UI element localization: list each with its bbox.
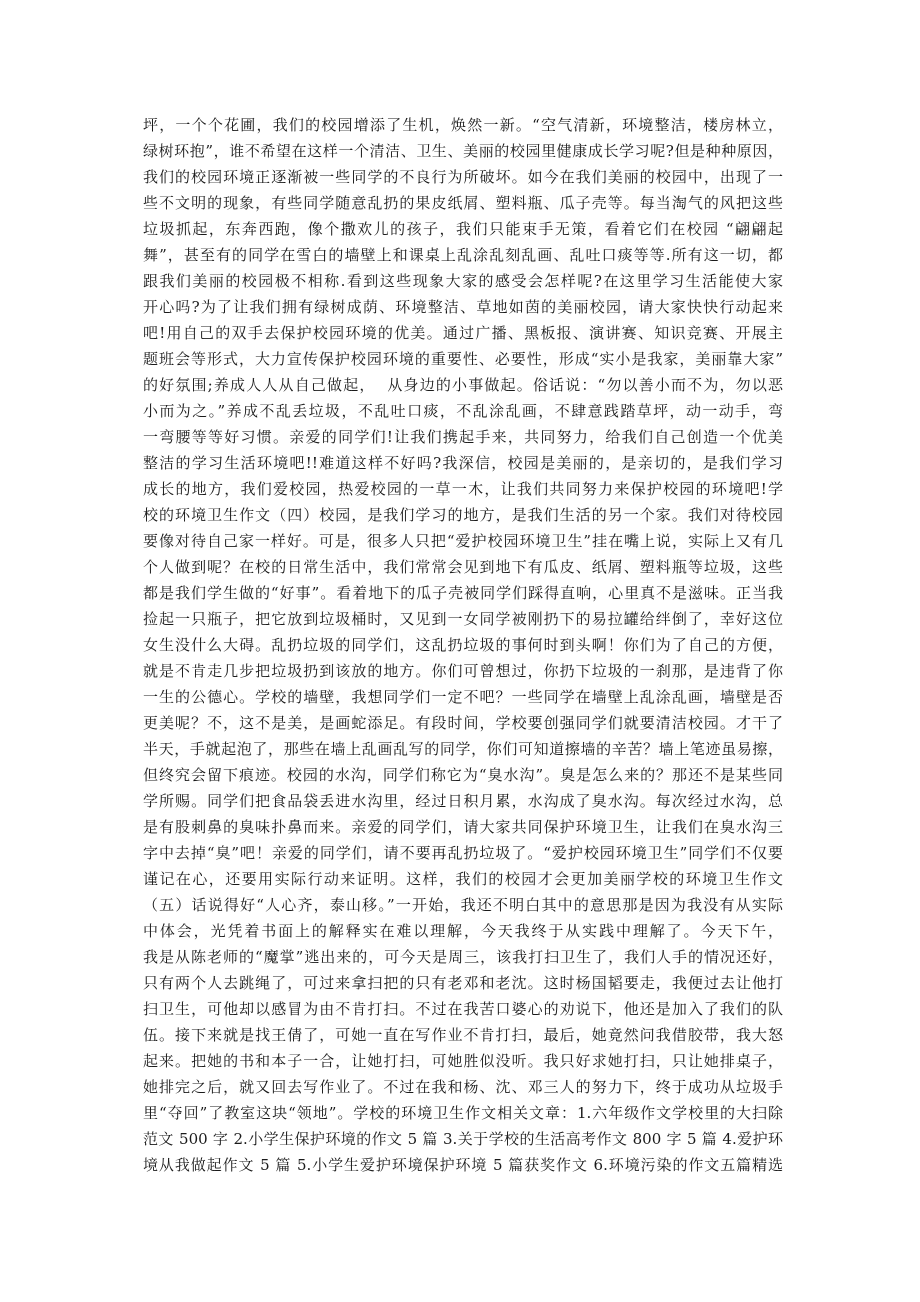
text-line: 整洁的学习生活环境吧!!难道这样不好吗?我深信，校园是美丽的，是亲切的，是我们学习 — [143, 454, 783, 472]
text-line: 要像对待自己家一样好。可是，很多人只把“爱护校园环境卫生”挂在嘴上说，实际上又有几 — [143, 532, 783, 550]
text-line: 些不文明的现象，有些同学随意乱扔的果皮纸屑、塑料瓶、瓜子壳等。每当淘气的风把这些 — [143, 194, 783, 212]
text-line: 女生没什么大碍。乱扔垃圾的同学们，这乱扔垃圾的事何时到头啊！你们为了自己的方便， — [143, 636, 783, 654]
text-line: 一生的公德心。学校的墙壁，我想同学们一定不吧？一些同学在墙壁上乱涂乱画，墙壁是否 — [143, 688, 783, 706]
text-line: 个人做到呢？在校的日常生活中，我们常常会见到地下有瓜皮、纸屑、塑料瓶等垃圾，这些 — [143, 558, 783, 576]
text-line: 捡起一只瓶子，把它放到垃圾桶时，又见到一女同学被刚扔下的易拉罐给绊倒了，幸好这位 — [143, 610, 783, 628]
text-line: 谨记在心，还要用实际行动来证明。这样，我们的校园才会更加美丽学校的环境卫生作文 — [143, 870, 783, 888]
text-line: 都是我们学生做的“好事”。看着地下的瓜子壳被同学们踩得直响，心里真不是滋味。正当我 — [143, 584, 783, 602]
essay-body — [143, 112, 783, 1178]
text-line: 题班会等形式，大力宣传保护校园环境的重要性、必要性，形成“实小是我家，美丽靠大家” — [143, 350, 783, 368]
text-line: 垃圾抓起，东奔西跑，像个撒欢儿的孩子，我们只能束手无策，看着它们在校园 “翩翩起 — [143, 220, 783, 238]
text-line: 校的环境卫生作文（四）校园，是我们学习的地方，是我们生活的另一个家。我们对待校园 — [143, 506, 783, 524]
text-line: 就是不肯走几步把垃圾扔到该放的地方。你们可曾想过，你扔下垃圾的一刹那，是违背了你 — [143, 662, 783, 680]
text-line: 中体会，光凭着书面上的解释实在难以理解，今天我终于从实践中理解了。今天下午， — [143, 922, 783, 940]
text-line: 一弯腰等等好习惯。亲爱的同学们!让我们携起手来，共同努力，给我们自己创造一个优美 — [143, 428, 783, 446]
text-line: 但终究会留下痕迹。校园的水沟，同学们称它为“臭水沟”。臭是怎么来的？那还不是某些同 — [143, 766, 783, 784]
text-line: 绿树环抱”，谁不希望在这样一个清洁、卫生、美丽的校园里健康成长学习呢?但是种种原因， — [143, 142, 783, 160]
text-line: 坪，一个个花圃，我们的校园增添了生机，焕然一新。“空气清新，环境整洁，楼房林立， — [143, 116, 783, 134]
text-line: 的好氛围;养成人人从自己做起， 从身边的小事做起。俗话说：“勿以善小而不为，勿以恶 — [143, 376, 783, 394]
text-line: 成长的地方，我们爱校园，热爱校园的一草一木，让我们共同努力来保护校园的环境吧!学 — [143, 480, 783, 498]
text-line: 伍。接下来就是找王倩了，可她一直在写作业不肯打扫，最后，她竟然问我借胶带，我大怒 — [143, 1026, 783, 1044]
text-line: 跟我们美丽的校园极不相称.看到这些现象大家的感受会怎样呢?在这里学习生活能使大家 — [143, 272, 783, 290]
text-line: 只有两个人去跳绳了，可过来拿扫把的只有老邓和老沈。这时杨国韬要走，我便过去让他打 — [143, 974, 783, 992]
text-line: 里“夺回”了教室这块“领地”。学校的环境卫生作文相关文章：1.六年级作文学校里的大扫除 — [143, 1104, 783, 1122]
text-line: 开心吗?为了让我们拥有绿树成荫、环境整洁、草地如茵的美丽校园，请大家快快行动起来 — [143, 298, 783, 316]
text-line: 起来。把她的书和本子一合，让她打扫，可她胜似没听。我只好求她打扫，只让她排桌子， — [143, 1052, 783, 1070]
text-line: 范文 500 字 2.小学生保护环境的作文 5 篇 3.关于学校的生活高考作文 800 字 5 篇 4.爱护环 — [143, 1130, 783, 1148]
text-line: 是有股刺鼻的臭味扑鼻而来。亲爱的同学们，请大家共同保护环境卫生，让我们在臭水沟三 — [143, 818, 783, 836]
text-line: （五）话说得好“人心齐，泰山移。”一开始，我还不明白其中的意思那是因为我没有从实际 — [143, 896, 783, 914]
text-line: 舞”，甚至有的同学在雪白的墙壁上和课桌上乱涂乱刻乱画、乱吐口痰等等.所有这一切，都 — [143, 246, 783, 264]
text-line: 境从我做起作文 5 篇 5.小学生爱护环境保护环境 5 篇获奖作文 6.环境污染的作文五篇精选 — [143, 1156, 783, 1174]
text-line: 吧!用自己的双手去保护校园环境的优美。通过广播、黑板报、演讲赛、知识竞赛、开展主 — [143, 324, 783, 342]
text-line: 字中去掉“臭”吧！亲爱的同学们，请不要再乱扔垃圾了。“爱护校园环境卫生”同学们不仅要 — [143, 844, 783, 862]
text-line: 我们的校园环境正逐渐被一些同学的不良行为所破坏。如今在我们美丽的校园中，出现了一 — [143, 168, 783, 186]
text-line: 她排完之后，就又回去写作业了。不过在我和杨、沈、邓三人的努力下，终于成功从垃圾手 — [143, 1078, 783, 1096]
text-line: 我是从陈老师的“魔掌”逃出来的，可今天是周三，该我打扫卫生了，我们人手的情况还好， — [143, 948, 783, 966]
text-line: 扫卫生，可他却以感冒为由不肯打扫。不过在我苦口婆心的劝说下，他还是加入了我们的队 — [143, 1000, 783, 1018]
text-line: 小而为之。”养成不乱丢垃圾，不乱吐口痰，不乱涂乱画，不肆意践踏草坪，动一动手，弯 — [143, 402, 783, 420]
text-line: 更美呢？不，这不是美，是画蛇添足。有段时间，学校要创强同学们就要清洁校园。才干了 — [143, 714, 783, 732]
text-line: 学所赐。同学们把食品袋丢进水沟里，经过日积月累，水沟成了臭水沟。每次经过水沟，总 — [143, 792, 783, 810]
text-line: 半天，手就起泡了，那些在墙上乱画乱写的同学，你们可知道擦墙的辛苦？墙上笔迹虽易擦， — [143, 740, 783, 758]
